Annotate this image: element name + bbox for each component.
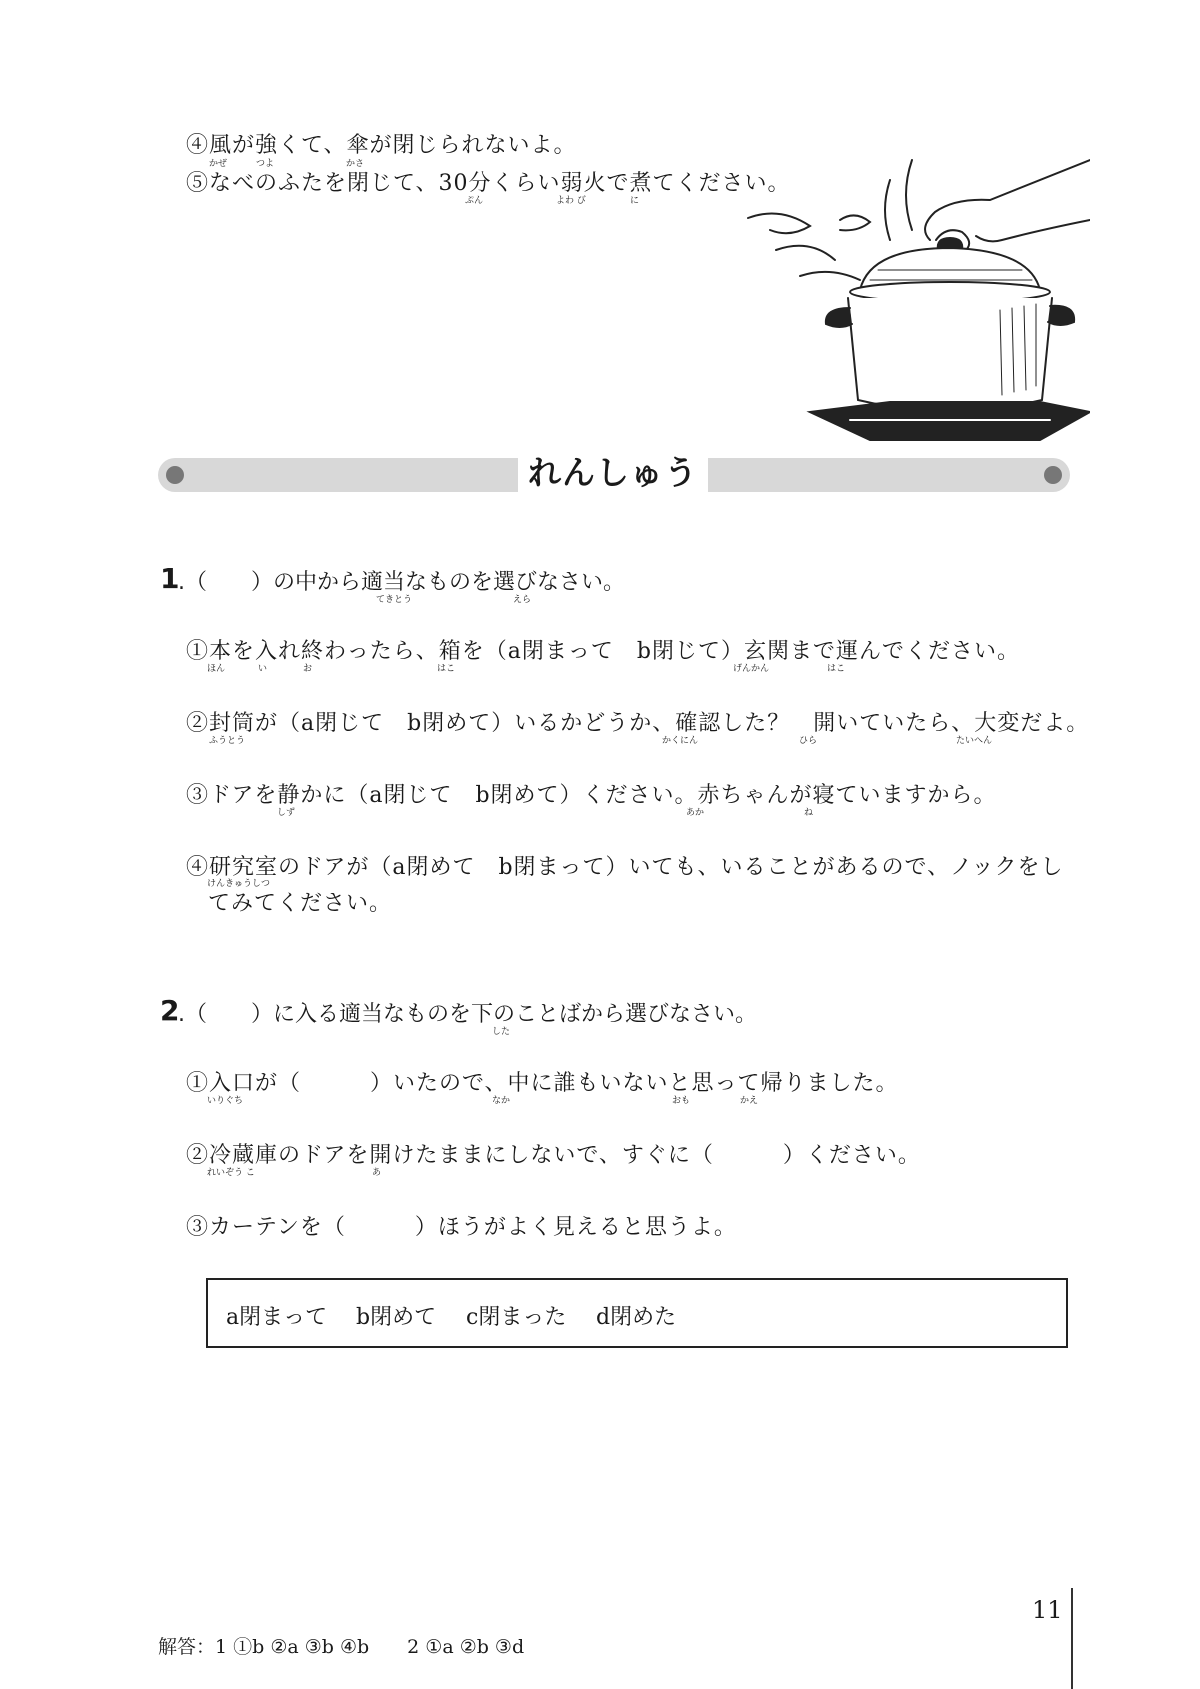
- furigana: ひら: [799, 736, 818, 746]
- q1-item-4: ④研究室のドアが（a閉めて b閉まって）いても、いることがあるので、ノックをし: [186, 855, 1064, 880]
- furigana: あか: [686, 808, 705, 818]
- furigana: い: [258, 664, 268, 674]
- furigana: たいへん: [956, 736, 993, 746]
- choice-a: a閉まって: [226, 1305, 328, 1330]
- furigana: しず: [277, 808, 296, 818]
- steam-line: [885, 180, 890, 240]
- furigana: なか: [492, 1096, 511, 1106]
- furigana: かくにん: [662, 736, 699, 746]
- q1-item-4-continued: てみてください。: [208, 891, 393, 916]
- furigana: ほん: [207, 664, 226, 674]
- furigana: てきとう: [376, 595, 413, 605]
- section-title: れんしゅう: [518, 446, 708, 500]
- page-number: 11: [1032, 1596, 1063, 1624]
- intro-sentence-4: ④風が強くて、傘が閉じられないよ。: [186, 133, 577, 158]
- banner-dot-left: [166, 466, 184, 484]
- answer-key: 解答：1 ①b ②a ③b ④b 2 ①a ②b ③d: [158, 1636, 525, 1658]
- steam-line: [776, 246, 835, 260]
- arm-outline: [976, 220, 1090, 241]
- arm-outline: [925, 160, 1090, 240]
- intro-sentence-5: ⑤なべのふたを閉じて、30分くらい弱火で煮てください。: [186, 171, 791, 196]
- page-margin-rule: [1071, 1588, 1073, 1689]
- furigana: げんかん: [733, 664, 770, 674]
- pot-body: [848, 298, 1052, 411]
- furigana: はこ: [437, 664, 456, 674]
- pot-handle-left: [826, 308, 852, 327]
- q2-item-3: ③カーテンを（ ）ほうがよく見えると思うよ。: [186, 1215, 737, 1240]
- furigana: よわ び: [556, 196, 586, 206]
- furigana: に: [630, 196, 640, 206]
- q2-number: 2: [160, 994, 180, 1027]
- q1-item-3: ③ドアを静かに（a閉じて b閉めて）ください。赤ちゃんが寝ていますから。: [186, 783, 997, 808]
- furigana: けんきゅうしつ: [207, 879, 271, 889]
- furigana: れいぞう こ: [207, 1168, 255, 1178]
- furigana: ね: [804, 808, 814, 818]
- banner-dot-right: [1044, 466, 1062, 484]
- q1-instruction: .（ ）の中から適当なものを選びなさい。: [178, 570, 625, 595]
- furigana: つよ: [256, 159, 275, 169]
- steam-line: [906, 160, 912, 230]
- furigana: お: [303, 664, 313, 674]
- q1-item-1: ①本を入れ終わったら、箱を（a閉まって b閉じて）玄関まで運んでください。: [186, 639, 1020, 664]
- steam-line: [748, 214, 810, 234]
- cooking-pot-illustration: [740, 140, 1090, 450]
- steam-line: [840, 215, 870, 230]
- furigana: かぜ: [209, 159, 228, 169]
- furigana: ふうとう: [209, 736, 246, 746]
- steam-line: [800, 272, 860, 280]
- q1-item-2: ②封筒が（a閉じて b閉めて）いるかどうか、確認した？ 開いていたら、大変だよ。: [186, 711, 1090, 736]
- furigana: かえ: [740, 1096, 759, 1106]
- furigana: はこ: [827, 664, 846, 674]
- furigana: おも: [672, 1096, 691, 1106]
- pot-handle-right: [1048, 306, 1074, 325]
- furigana: えら: [513, 595, 532, 605]
- choice-d: d閉めた: [596, 1305, 677, 1330]
- furigana: した: [492, 1027, 511, 1037]
- q2-instruction: .（ ）に入る適当なものを下のことばから選びなさい。: [178, 1002, 757, 1027]
- furigana: あ: [372, 1168, 382, 1178]
- choice-b: b閉めて: [356, 1305, 437, 1330]
- choice-c: c閉まった: [466, 1305, 567, 1330]
- furigana: いりぐち: [207, 1096, 244, 1106]
- q1-number: 1: [160, 562, 180, 595]
- q2-item-1: ①入口が（ ）いたので、中に誰もいないと思って帰りました。: [186, 1071, 899, 1096]
- furigana: かさ: [346, 159, 365, 169]
- q2-item-2: ②冷蔵庫のドアを開けたままにしないで、すぐに（ ）ください。: [186, 1143, 921, 1168]
- furigana: ぷん: [465, 196, 484, 206]
